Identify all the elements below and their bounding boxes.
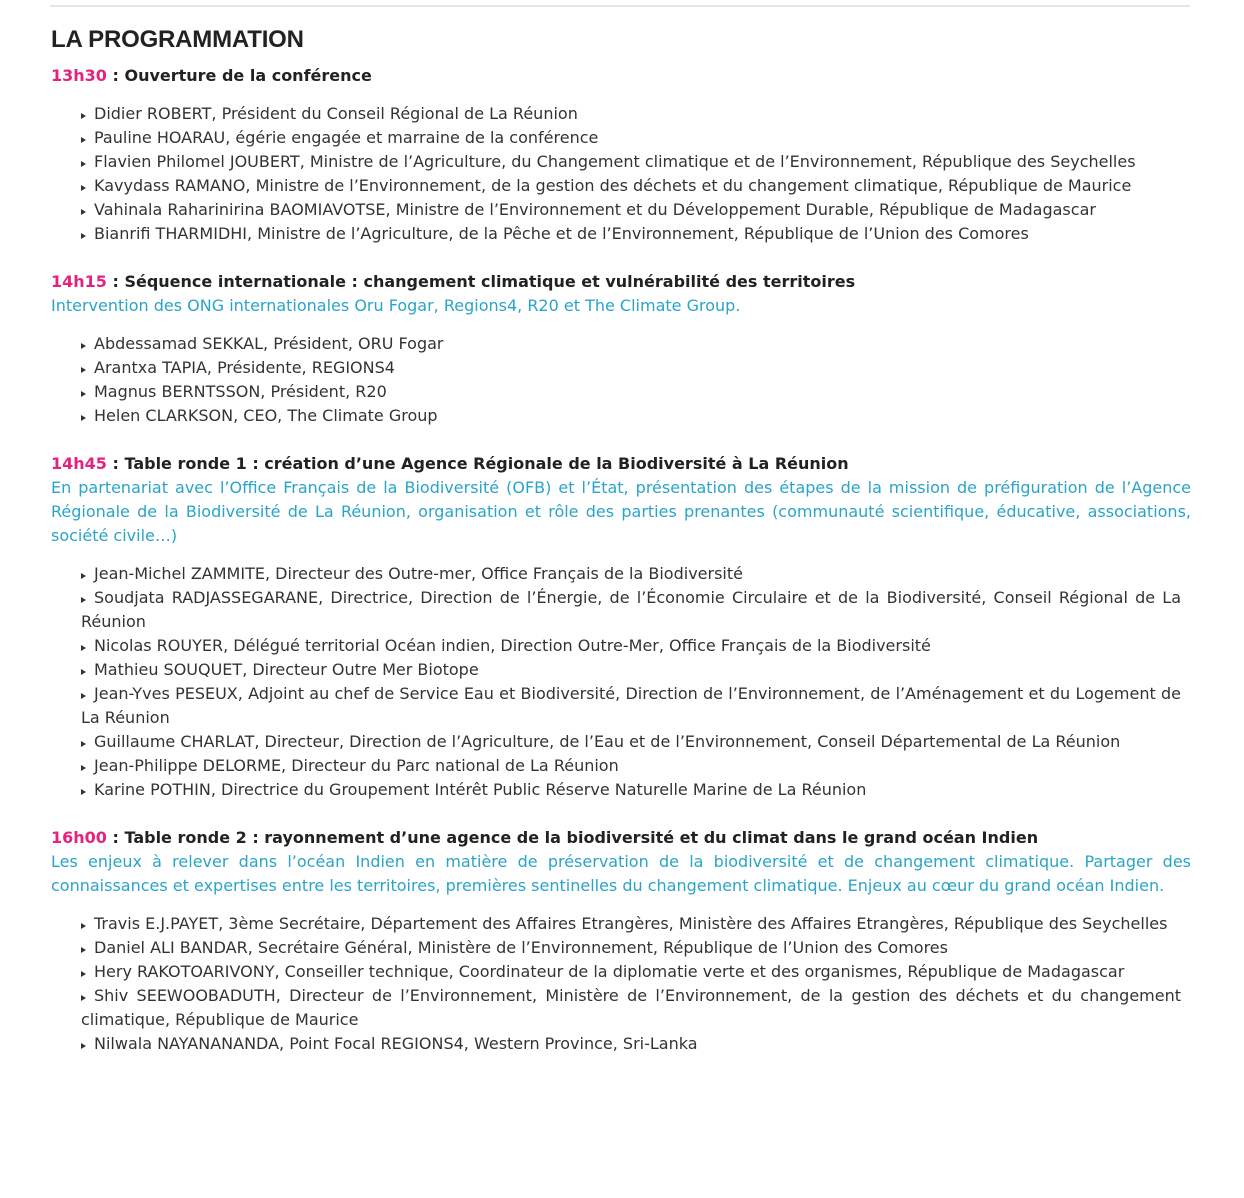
speaker-text: Bianrifi THARMIDHI, Ministre de l’Agriculture, de la Pêche et de l’Environnement, République de l’Union des Comores [94, 224, 1029, 243]
speaker-text: Guillaume CHARLAT, Directeur, Direction de l’Agriculture, de l’Eau et de l’Environnement, Conseil Départemental de La Réunion [94, 732, 1121, 751]
bullet-arrow-icon [81, 233, 86, 239]
speaker-list [81, 332, 1181, 428]
session-time: 14h15 [51, 272, 107, 291]
session-heading [51, 452, 1191, 476]
speaker-text: Hery RAKOTOARIVONY, Conseiller technique, Coordinateur de la diplomatie verte et des organismes, République de Madagascar [94, 962, 1125, 981]
speaker-item [81, 126, 1181, 150]
session-time: 13h30 [51, 66, 107, 85]
bullet-arrow-icon [81, 789, 86, 795]
page-title: LA PROGRAMMATION [51, 26, 304, 53]
bullet-arrow-icon [81, 161, 86, 167]
bullet-arrow-icon [81, 343, 86, 349]
speaker-text: Arantxa TAPIA, Présidente, REGIONS4 [94, 358, 395, 377]
session-title: : Table ronde 2 : rayonnement d’une agence de la biodiversité et du climat dans le grand océan Indien [106, 828, 1039, 847]
speaker-text: Pauline HOARAU, égérie engagée et marraine de la conférence [94, 128, 599, 147]
speaker-text: Karine POTHIN, Directrice du Groupement Intérêt Public Réserve Naturelle Marine de La Réunion [94, 780, 867, 799]
speaker-item [81, 150, 1181, 174]
bullet-arrow-icon [81, 573, 86, 579]
speaker-text: Jean-Philippe DELORME, Directeur du Parc national de La Réunion [94, 756, 619, 775]
speaker-text: Nicolas ROUYER, Délégué territorial Océan indien, Direction Outre-Mer, Office Français de la Biodiversité [94, 636, 931, 655]
bullet-arrow-icon [81, 947, 86, 953]
top-divider [50, 5, 1190, 7]
speaker-text: Mathieu SOUQUET, Directeur Outre Mer Biotope [94, 660, 479, 679]
session-title: : Table ronde 1 : création d’une Agence Régionale de la Biodiversité à La Réunion [106, 454, 849, 473]
session-title: : Séquence internationale : changement climatique et vulnérabilité des territoires [106, 272, 856, 291]
speaker-text: Jean-Yves PESEUX, Adjoint au chef de Service Eau et Biodiversité, Direction de l’Environnement, de l’Aménagement et du Logement de La Réunion [81, 684, 1181, 727]
session-1600 [51, 826, 1191, 1056]
speaker-list [81, 102, 1181, 246]
bullet-arrow-icon [81, 367, 86, 373]
speaker-text: Shiv SEEWOOBADUTH, Directeur de l’Environnement, Ministère de l’Environnement, de la gestion des déchets et du changement climatique, République de Maurice [81, 986, 1181, 1029]
speaker-text: Jean-Michel ZAMMITE, Directeur des Outre-mer, Office Français de la Biodiversité [94, 564, 743, 583]
speaker-item [81, 984, 1181, 1032]
speaker-text: Daniel ALI BANDAR, Secrétaire Général, Ministère de l’Environnement, République de l’Union des Comores [94, 938, 948, 957]
speaker-item [81, 562, 1181, 586]
speaker-item [81, 356, 1181, 380]
bullet-arrow-icon [81, 185, 86, 191]
speaker-text: Travis E.J.PAYET, 3ème Secrétaire, Département des Affaires Etrangères, Ministère des Affaires Etrangères, République des Seychelles [94, 914, 1168, 933]
bullet-arrow-icon [81, 995, 86, 1001]
speaker-text: Magnus BERNTSSON, Président, R20 [94, 382, 387, 401]
bullet-arrow-icon [81, 693, 86, 699]
speaker-item [81, 912, 1181, 936]
speaker-text: Kavydass RAMANO, Ministre de l’Environnement, de la gestion des déchets et du changement climatique, République de Maurice [94, 176, 1132, 195]
bullet-arrow-icon [81, 741, 86, 747]
session-1415 [51, 270, 1191, 428]
speaker-text: Flavien Philomel JOUBERT, Ministre de l’Agriculture, du Changement climatique et de l’Environnement, République des Seychelles [94, 152, 1136, 171]
session-intro: Les enjeux à relever dans l’océan Indien en matière de préservation de la biodiversité et de changement climatique. Partager des connaissances et expertises entre les territoires, premières sentinelles du changement climatique. Enjeux au cœur du grand océan Indien. [51, 852, 1191, 895]
bullet-arrow-icon [81, 415, 86, 421]
speaker-item [81, 222, 1181, 246]
bullet-arrow-icon [81, 209, 86, 215]
speaker-item [81, 1032, 1181, 1056]
speaker-text: Vahinala Raharinirina BAOMIAVOTSE, Ministre de l’Environnement et du Développement Durable, République de Madagascar [94, 200, 1096, 219]
session-heading [51, 826, 1191, 850]
bullet-arrow-icon [81, 923, 86, 929]
session-time: 16h00 [51, 828, 107, 847]
speaker-item [81, 754, 1181, 778]
speaker-item [81, 936, 1181, 960]
bullet-arrow-icon [81, 113, 86, 119]
programme-content [51, 25, 1191, 1056]
session-heading [51, 270, 1191, 294]
speaker-item [81, 174, 1181, 198]
bullet-arrow-icon [81, 1043, 86, 1049]
session-time: 14h45 [51, 454, 107, 473]
bullet-arrow-icon [81, 669, 86, 675]
bullet-arrow-icon [81, 391, 86, 397]
bullet-arrow-icon [81, 645, 86, 651]
speaker-item [81, 634, 1181, 658]
bullet-arrow-icon [81, 765, 86, 771]
speaker-text: Soudjata RADJASSEGARANE, Directrice, Direction de l’Énergie, de l’Économie Circulaire et de la Biodiversité, Conseil Régional de La Réunion [81, 588, 1181, 631]
speaker-item [81, 332, 1181, 356]
session-1445 [51, 452, 1191, 802]
speaker-item [81, 380, 1181, 404]
bullet-arrow-icon [81, 137, 86, 143]
session-intro: Intervention des ONG internationales Oru Fogar, Regions4, R20 et The Climate Group. [51, 296, 741, 315]
session-intro: En partenariat avec l’Office Français de la Biodiversité (OFB) et l’État, présentation des étapes de la mission de préfiguration de l’Agence Régionale de la Biodiversité de La Réunion, organisation et rôle des parties prenantes (communauté scientifique, éducative, associations, société civile…) [51, 478, 1191, 545]
speaker-item [81, 682, 1181, 730]
bullet-arrow-icon [81, 971, 86, 977]
speaker-item [81, 586, 1181, 634]
bullet-arrow-icon [81, 597, 86, 603]
speaker-item [81, 960, 1181, 984]
speaker-text: Abdessamad SEKKAL, Président, ORU Fogar [94, 334, 444, 353]
speaker-list [81, 912, 1181, 1056]
session-title: : Ouverture de la conférence [106, 66, 372, 85]
speaker-item [81, 404, 1181, 428]
speaker-item [81, 198, 1181, 222]
speaker-item [81, 658, 1181, 682]
speaker-item [81, 730, 1181, 754]
speaker-item [81, 102, 1181, 126]
speaker-list [81, 562, 1181, 802]
speaker-text: Nilwala NAYANANANDA, Point Focal REGIONS4, Western Province, Sri-Lanka [94, 1034, 698, 1053]
speaker-text: Didier ROBERT, Président du Conseil Régional de La Réunion [94, 104, 578, 123]
session-heading [51, 64, 1191, 88]
speaker-item [81, 778, 1181, 802]
session-1330 [51, 64, 1191, 246]
speaker-text: Helen CLARKSON, CEO, The Climate Group [94, 406, 438, 425]
